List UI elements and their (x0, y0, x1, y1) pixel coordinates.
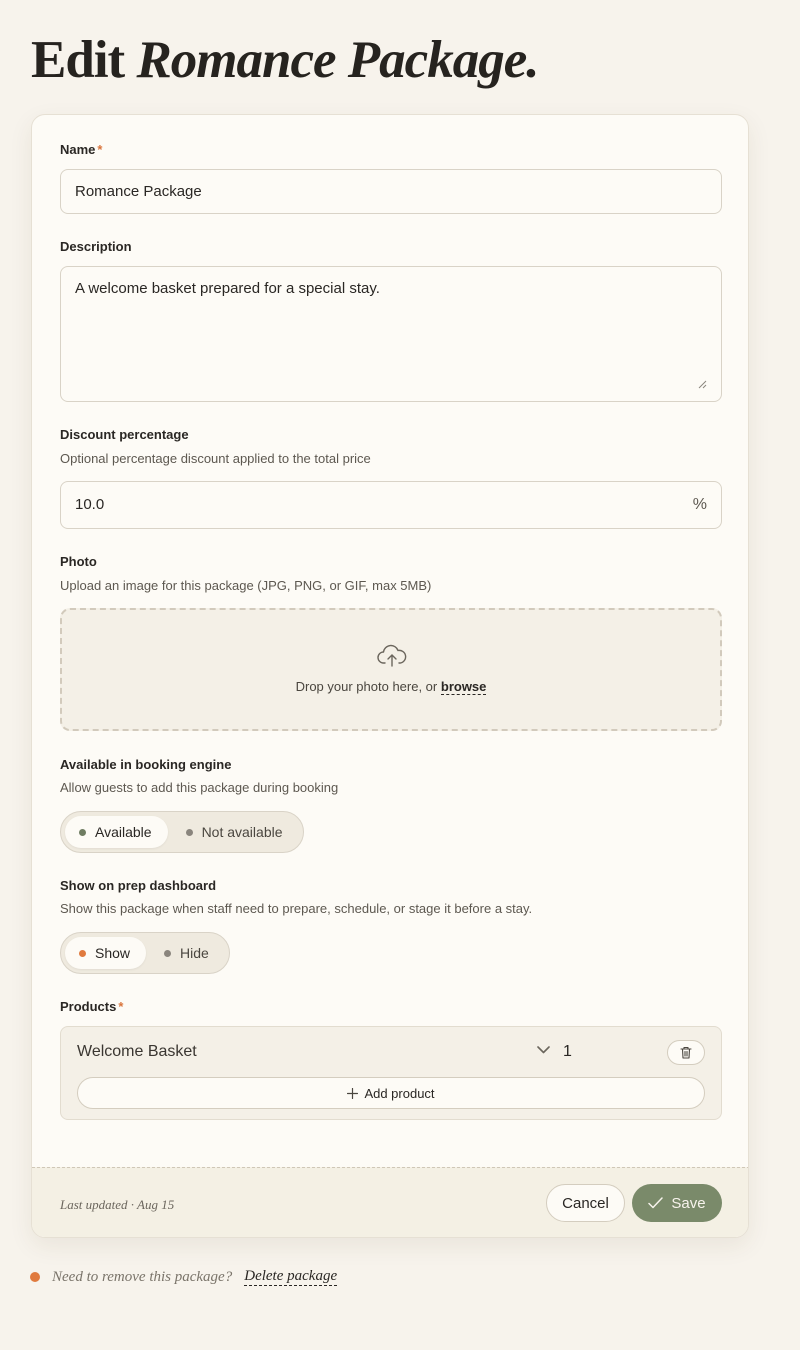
option-not-available[interactable]: Not available (172, 816, 299, 848)
option-available[interactable]: Available (65, 816, 168, 848)
prep-label: Show on prep dashboard (60, 878, 217, 893)
products-panel (60, 1026, 722, 1120)
product-quantity-input[interactable]: 1 (563, 1043, 572, 1060)
chevron-down-icon[interactable] (537, 1046, 550, 1054)
delete-question: Need to remove this package? (52, 1268, 233, 1285)
discount-input[interactable]: 10.0 % (60, 481, 722, 529)
discount-hint: Optional percentage discount applied to the total price (60, 451, 371, 466)
photo-hint: Upload an image for this package (JPG, PNG, or GIF, max 5MB) (60, 578, 432, 593)
required-mark: * (118, 999, 124, 1014)
status-dot-icon (79, 950, 86, 957)
products-label: Products * (60, 999, 124, 1014)
discount-label: Discount percentage (60, 427, 189, 442)
status-dot-icon (186, 829, 193, 836)
description-label: Description (60, 239, 132, 254)
prep-dashboard-toggle (60, 932, 230, 974)
add-product-button[interactable]: Add product (77, 1077, 705, 1109)
edit-package-card (31, 114, 749, 1238)
description-textarea[interactable]: A welcome basket prepared for a special stay. (60, 266, 722, 402)
save-button[interactable]: Save (632, 1184, 722, 1222)
browse-link[interactable]: browse (440, 679, 487, 694)
page-title (31, 30, 538, 90)
photo-label: Photo (60, 554, 97, 569)
percent-suffix: % (692, 496, 707, 513)
delete-package-link[interactable]: Delete package (244, 1268, 338, 1284)
cloud-upload-icon (377, 644, 407, 668)
option-hide[interactable]: Hide (150, 937, 225, 969)
option-show[interactable]: Show (65, 937, 146, 969)
photo-dropzone[interactable] (60, 608, 722, 731)
name-label: Name * (60, 142, 103, 157)
last-updated-text: Last updated · Aug 15 (60, 1197, 175, 1212)
form-footer (32, 1167, 749, 1238)
name-input[interactable]: Romance Package (60, 169, 722, 214)
checkmark-icon (648, 1197, 663, 1209)
delete-package-row (30, 1268, 337, 1286)
prep-hint: Show this package when staff need to prepare, schedule, or stage it before a stay. (60, 901, 533, 916)
resize-handle-icon[interactable] (698, 380, 707, 389)
booking-label: Available in booking engine (60, 757, 232, 772)
page-title-package-name: Romance Package. (136, 31, 539, 89)
remove-product-button[interactable] (667, 1040, 705, 1065)
booking-availability-toggle (60, 811, 304, 853)
required-mark: * (97, 142, 103, 157)
booking-hint: Allow guests to add this package during booking (60, 780, 339, 795)
status-dot-icon (164, 950, 171, 957)
plus-icon (347, 1088, 358, 1099)
page-title-prefix: Edit (31, 31, 125, 89)
status-dot-icon (79, 829, 86, 836)
trash-icon (680, 1046, 692, 1059)
cancel-button[interactable]: Cancel (546, 1184, 625, 1222)
product-select[interactable]: Welcome Basket (77, 1043, 197, 1060)
dropzone-text: Drop your photo here, or browse (295, 679, 487, 694)
warning-dot-icon (30, 1272, 40, 1282)
